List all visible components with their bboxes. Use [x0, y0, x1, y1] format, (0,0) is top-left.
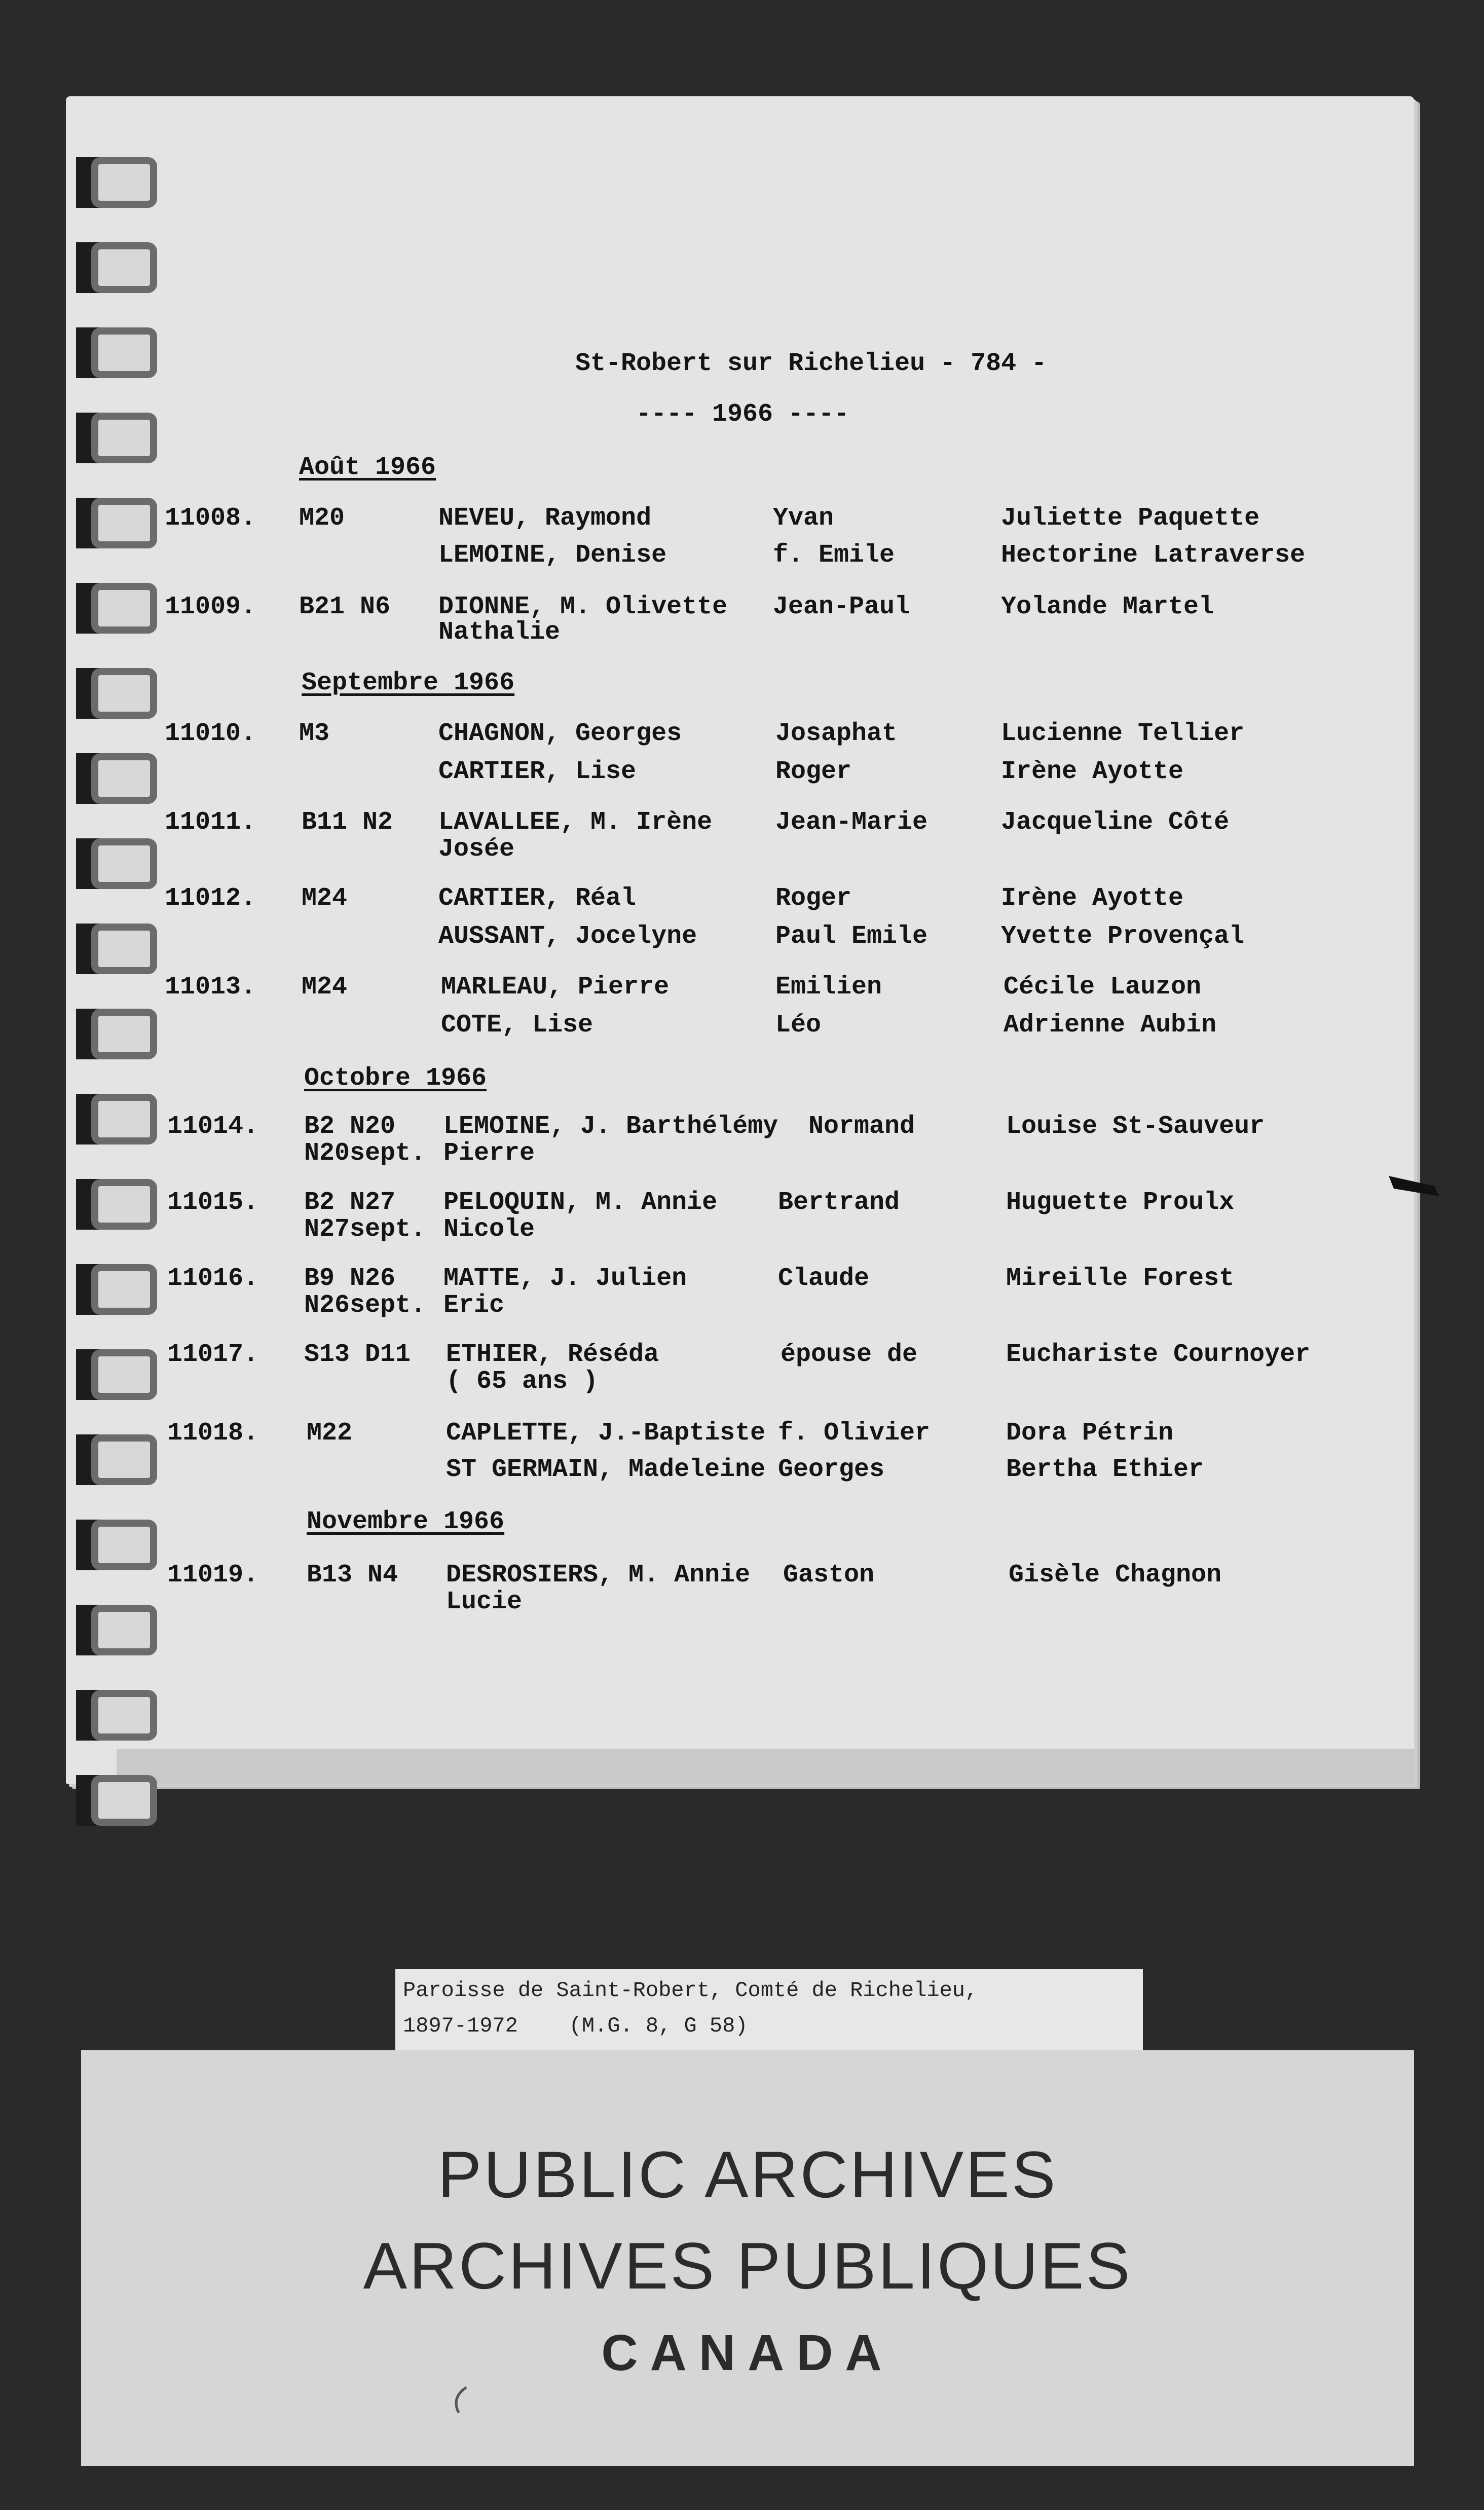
entry-name: LEMOINE, J. Barthélémy	[443, 1112, 778, 1141]
entry-name: NEVEU, Raymond	[438, 504, 652, 533]
entry-code: M24	[302, 973, 348, 1002]
entry-mother-second: Irène Ayotte	[1001, 757, 1184, 786]
entry-number: 11008.	[165, 504, 256, 533]
entry-code: B2 N20	[304, 1112, 396, 1141]
entry-father: Jean-Paul	[773, 593, 910, 621]
entry-name-second: Josée	[438, 835, 515, 864]
entry-name-second: AUSSANT, Jocelyne	[438, 922, 697, 951]
public-archives-card	[81, 2050, 1414, 2466]
entry-number: 11014.	[167, 1112, 259, 1141]
entry-mother: Euchariste Cournoyer	[1006, 1340, 1311, 1369]
entry-father: Gaston	[783, 1561, 875, 1590]
pencil-mark-icon	[446, 2382, 476, 2423]
binding-ring-icon	[91, 1349, 157, 1400]
binding-ring-icon	[91, 583, 157, 634]
binding-ring-icon	[91, 498, 157, 548]
entry-father: Yvan	[773, 504, 834, 533]
binding-ring-icon	[91, 838, 157, 889]
entry-name: CARTIER, Réal	[438, 884, 637, 913]
entry-code: S13 D11	[304, 1340, 411, 1369]
entry-name-second: Lucie	[446, 1588, 523, 1616]
entry-father: Josaphat	[775, 719, 898, 748]
entry-father-second: Paul Emile	[775, 922, 928, 951]
entry-code: M20	[299, 504, 345, 533]
entry-name-second: Pierre	[443, 1139, 535, 1168]
binding-ring-icon	[91, 1605, 157, 1655]
month-heading: Août 1966	[299, 453, 436, 482]
entry-mother: Dora Pétrin	[1006, 1419, 1174, 1448]
entry-code: B9 N26	[304, 1264, 396, 1293]
entry-father: Normand	[808, 1112, 915, 1141]
entry-name: DIONNE, M. Olivette	[438, 593, 728, 621]
entry-father: Claude	[778, 1264, 870, 1293]
entry-code-second: N27sept.	[304, 1215, 426, 1244]
binding-ring-icon	[91, 924, 157, 974]
page-stack-edge	[117, 1749, 1414, 1784]
entry-father-second: f. Emile	[773, 541, 895, 570]
entry-number: 11018.	[167, 1419, 259, 1448]
entry-father: épouse de	[781, 1340, 918, 1369]
entry-father-second: Roger	[775, 757, 852, 786]
binding-ring-icon	[91, 1179, 157, 1230]
entry-name: CHAGNON, Georges	[438, 719, 682, 748]
entry-mother: Louise St-Sauveur	[1006, 1112, 1265, 1141]
entry-father: Emilien	[775, 973, 882, 1002]
entry-number: 11019.	[167, 1561, 259, 1590]
entry-mother: Mireille Forest	[1006, 1264, 1235, 1293]
binding-ring-icon	[91, 157, 157, 208]
entry-code-second: N26sept.	[304, 1291, 426, 1320]
entry-name: PELOQUIN, M. Annie	[443, 1188, 718, 1217]
entry-father-second: Léo	[775, 1011, 822, 1040]
binding-ring-icon	[91, 1009, 157, 1059]
entry-name: MATTE, J. Julien	[443, 1264, 687, 1293]
entry-name-second: COTE, Lise	[441, 1011, 593, 1040]
stamp-line-english: PUBLIC ARCHIVES	[437, 2137, 1058, 2211]
binding-ring-icon	[91, 413, 157, 463]
entry-mother: Cécile Lauzon	[1004, 973, 1202, 1002]
entry-father: Roger	[775, 884, 852, 913]
entry-code-second: N20sept.	[304, 1139, 426, 1168]
page-header: St-Robert sur Richelieu - 784 -	[575, 349, 1047, 378]
entry-mother-second: Bertha Ethier	[1006, 1455, 1204, 1484]
entry-father-second: Georges	[778, 1455, 885, 1484]
month-heading: Octobre 1966	[304, 1064, 487, 1093]
entry-mother: Huguette Proulx	[1006, 1188, 1235, 1217]
binding-ring-icon	[91, 1690, 157, 1741]
entry-name-second: LEMOINE, Denise	[438, 541, 667, 570]
binding-ring-icon	[91, 1094, 157, 1145]
entry-father: Jean-Marie	[775, 808, 928, 837]
entry-code: B21 N6	[299, 593, 391, 621]
entry-code: M22	[307, 1419, 353, 1448]
clip-icon	[1384, 1166, 1444, 1206]
entry-number: 11015.	[167, 1188, 259, 1217]
month-heading: Novembre 1966	[307, 1507, 505, 1536]
citation-line: Paroisse de Saint-Robert, Comté de Richelieu,	[403, 1978, 978, 2003]
entry-father: Bertrand	[778, 1188, 900, 1217]
entry-name: DESROSIERS, M. Annie	[446, 1561, 751, 1590]
year-heading: ---- 1966 ----	[636, 400, 849, 429]
binding-ring-icon	[91, 242, 157, 293]
entry-name-second: Eric	[443, 1291, 505, 1320]
stamp-line-country: CANADA	[601, 2324, 894, 2381]
binding-ring-icon	[91, 1520, 157, 1570]
entry-name-second: ST GERMAIN, Madeleine	[446, 1455, 766, 1484]
stamp-line-french: ARCHIVES PUBLIQUES	[363, 2229, 1132, 2303]
entry-number: 11012.	[165, 884, 256, 913]
citation-line-second: 1897-1972 (M.G. 8, G 58)	[403, 2014, 748, 2038]
entry-code: M3	[299, 719, 330, 748]
entry-number: 11016.	[167, 1264, 259, 1293]
entry-mother: Yolande Martel	[1001, 593, 1214, 621]
binding-ring-icon	[91, 668, 157, 719]
entry-number: 11009.	[165, 593, 256, 621]
month-heading: Septembre 1966	[302, 669, 515, 697]
entry-number: 11011.	[165, 808, 256, 837]
entry-name: ETHIER, Réséda	[446, 1340, 659, 1369]
entry-mother: Lucienne Tellier	[1001, 719, 1245, 748]
entry-mother: Irène Ayotte	[1001, 884, 1184, 913]
binding-ring-icon	[91, 753, 157, 804]
binding-ring-icon	[91, 1434, 157, 1485]
entry-name: CAPLETTE, J.-Baptiste	[446, 1419, 766, 1448]
archive-citation-label	[395, 1969, 1143, 2050]
entry-number: 11013.	[165, 973, 256, 1002]
binding-ring-icon	[91, 1264, 157, 1315]
entry-code: M24	[302, 884, 348, 913]
binding-ring-icon	[91, 327, 157, 378]
entry-name: LAVALLEE, M. Irène	[438, 808, 713, 837]
entry-number: 11010.	[165, 719, 256, 748]
entry-mother-second: Adrienne Aubin	[1004, 1011, 1217, 1040]
entry-mother-second: Yvette Provençal	[1001, 922, 1245, 951]
entry-mother: Jacqueline Côté	[1001, 808, 1230, 837]
entry-name-second: ( 65 ans )	[446, 1367, 599, 1396]
entry-mother: Juliette Paquette	[1001, 504, 1260, 533]
entry-code: B2 N27	[304, 1188, 396, 1217]
entry-name-second: Nicole	[443, 1215, 535, 1244]
entry-name-second: Nathalie	[438, 618, 561, 647]
entry-father: f. Olivier	[778, 1419, 931, 1448]
entry-mother: Gisèle Chagnon	[1009, 1561, 1222, 1590]
entry-number: 11017.	[167, 1340, 259, 1369]
entry-name-second: CARTIER, Lise	[438, 757, 637, 786]
entry-code: B11 N2	[302, 808, 393, 837]
entry-mother-second: Hectorine Latraverse	[1001, 541, 1306, 570]
entry-code: B13 N4	[307, 1561, 398, 1590]
entry-name: MARLEAU, Pierre	[441, 973, 670, 1002]
binding-ring-icon	[91, 1775, 157, 1826]
